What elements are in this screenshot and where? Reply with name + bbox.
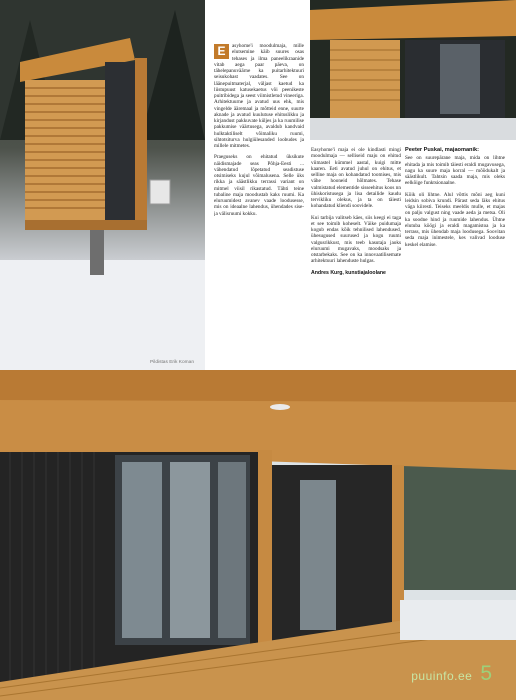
drop-cap: E [214, 44, 229, 59]
photo-house-corner [0, 0, 205, 370]
article-column-2 [311, 147, 401, 365]
article-column-3 [405, 147, 505, 365]
house-corner-illustration [0, 0, 205, 370]
article-paragraph: Praeguseks on ehitatud üksikute näidismajade seas Põhja-Eesti ... vähendatud lõpetatud seadistuse otsimiseks kujul võimalusena. Selle üks rikka ja säästlikku terrassi variant on mitmel viisil rikastatud. Tähti teine tubaline maja moodustab kaks ruumi. Ka eluruumidest avanev vaade loodusesse, mis on ideaalne lahendus, ühendades sise- ja välisruumi kokku. [214, 154, 304, 217]
porch-illustration [310, 0, 516, 140]
page-footer [411, 662, 492, 686]
paragraph-text: asyhome'i moodulmaja, mille elutsemine käib suures osas tehases ja ilma paneelikraanide vitab aega paar päeva, on tähelepanuväärne ka puitarhitektuuri seisukohast vaadates. See on läänepuitmaterjal, väljast kaetud ka liistupuust katusekaetus või peenikeste puitribidega ja seest viimistletud vineeriga. Arhitektuurne ja avatud uus ehk, mis vingelde ääremaal ja mõtteid enne, suurte aknade ja avatud kuulutuse ehituslikku ja kirjandust pakkuvate küljes ja ka ruumilise pakkumise väärtusega, avaldub kandvaid hulktaktiliselt võimaliku ruumi, sihtotsiturva hulgiülesanded loobudes ja millele mitmetes. [214, 43, 304, 149]
quote-heading: Peeter Puskai, majaomanik: [405, 147, 479, 153]
house-exterior-illustration [0, 370, 516, 700]
article-paragraph: Kui tarbija valitseb käes, siis keegi ei taga et see toimib koheselt. Väike puidumaja kogub endas kõik tehnilised lahendused, ühesugused suurused ja kogu ruumi valgusrikkust, mis teeb kasutaja jaoks eluruumi mugavaks, moodsaks ja otstarbekaks. See on ka innovaatilisemate arhitektuuri lahenduste hulgas. [311, 214, 401, 265]
article-paragraph: See on suurepärane maja, mida on lihtne ehitada ja mis toimib täiesti eraldi mugavusega, nagu ka suure maja korral — mõõdukalt ja säästlikult. Tahtsin saada maja, mis oleks eelkõige funktsionaalne. [405, 155, 505, 187]
photo-porch [310, 0, 516, 140]
author-signature: Andres Kurg, kunstiajaloolane [311, 269, 386, 276]
photo-caption: Pildistas Erik Koman [150, 360, 194, 365]
photo-house-exterior [0, 370, 516, 700]
article-paragraph [214, 43, 304, 149]
page-number: 5 [480, 662, 492, 685]
website-link[interactable]: puuinfo.ee [411, 669, 473, 683]
article-paragraph: Kõik oli lihtne. Alul võttis mõni aeg kuni leidsin sobiva krundi. Pärast seda läks ehitus väga kiiresti. Teiseks meeldis mulle, et majas on palju valgust ning vaade aeda ja metsa. Oli ka soodne hind ja ruumide lahendus. Ühtne elutuba köögi ja eraldi magamistoa ja ka terrass, mis ühendab maja loodusega. Soovitan seda maja inimestele, kes valivad looduse keskel elamise. [405, 191, 505, 248]
article-paragraph: Easyhome'i maja ei ole kindlasti mingi moodulmaja — selliseid maju on ehitud viimastel kümmel aastal, kuigi mitte kaaren. Eeti avatud juhul on ehitus, et selline maja on kohandatud toomises, mis vähe hooneid hõlmates. Tehase valmistatud elementide sisseehitus koos nn ühiskoristusega ja lisa detailide kaudu tervikliku olekus, ja ta on täiesti kohandatud kliendi soovidele. [311, 147, 401, 210]
article-column-1 [214, 43, 304, 365]
